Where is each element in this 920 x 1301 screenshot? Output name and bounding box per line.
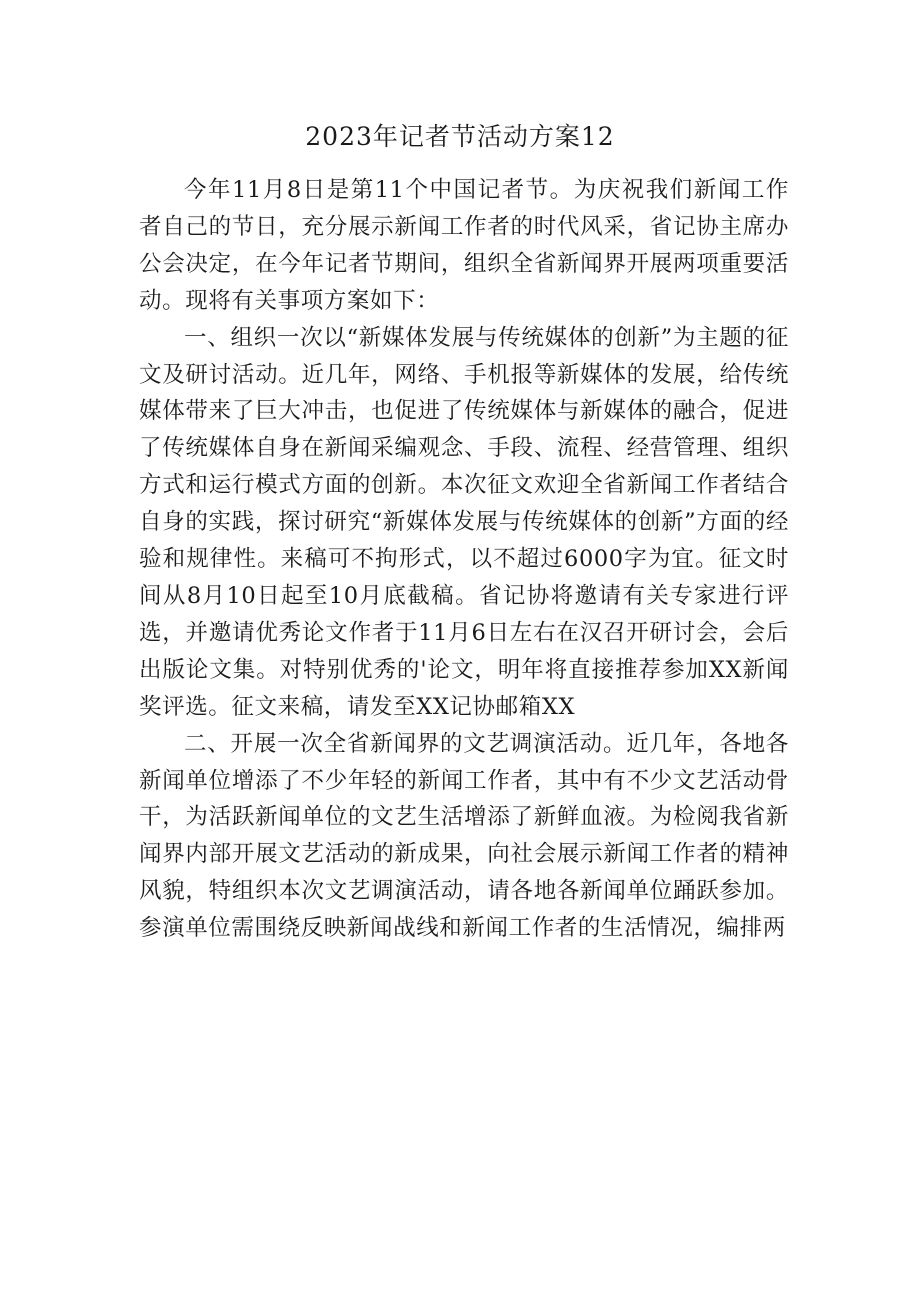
document-body bbox=[139, 172, 789, 947]
paragraph-arts-performance: 二、开展一次全省新闻界的文艺调演活动。近几年，各地各新闻单位增添了不少年轻的新闻工作者，其中有不少文艺活动骨干，为活跃新闻单位的文艺生活增添了新鲜血液。为检阅我省新闻界内部开展文艺活动的新成果，向社会展示新闻工作者的精神风貌，特组织本次文艺调演活动，请各地各新闻单位踊跃参加。参演单位需围绕反映新闻战线和新闻工作者的生活情况，编排两 bbox=[139, 730, 789, 942]
paragraph-intro: 今年11月8日是第11个中国记者节。为庆祝我们新闻工作者自己的节日，充分展示新闻工作者的时代风采，省记协主席办公会决定，在今年记者节期间，组织全省新闻界开展两项重要活动。现将有关事项方案如下： bbox=[139, 177, 789, 314]
document-title: 2023年记者节活动方案12 bbox=[305, 122, 615, 151]
paragraph-essay-activity: 一、组织一次以“新媒体发展与传统媒体的创新”为主题的征文及研讨活动。近几年，网络、手机报等新媒体的发展，给传统媒体带来了巨大冲击，也促进了传统媒体与新媒体的融合，促进了传统媒体自身在新闻采编观念、手段、流程、经营管理、组织方式和运行模式方面的创新。本次征文欢迎全省新闻工作者结合自身的实践，探讨研究“新媒体发展与传统媒体的创新”方面的经验和规律性。来稿可不拘形式，以不超过6000字为宜。征文时间从8月10日起至10月底截稿。省记协将邀请有关专家进行评选，并邀请优秀论文作者于11月6日左右在汉召开研讨会，会后出版论文集。对特别优秀的'论文，明年将直接推荐参加XX新闻奖评选。征文来稿，请发至XX记协邮箱XX bbox=[139, 324, 789, 720]
